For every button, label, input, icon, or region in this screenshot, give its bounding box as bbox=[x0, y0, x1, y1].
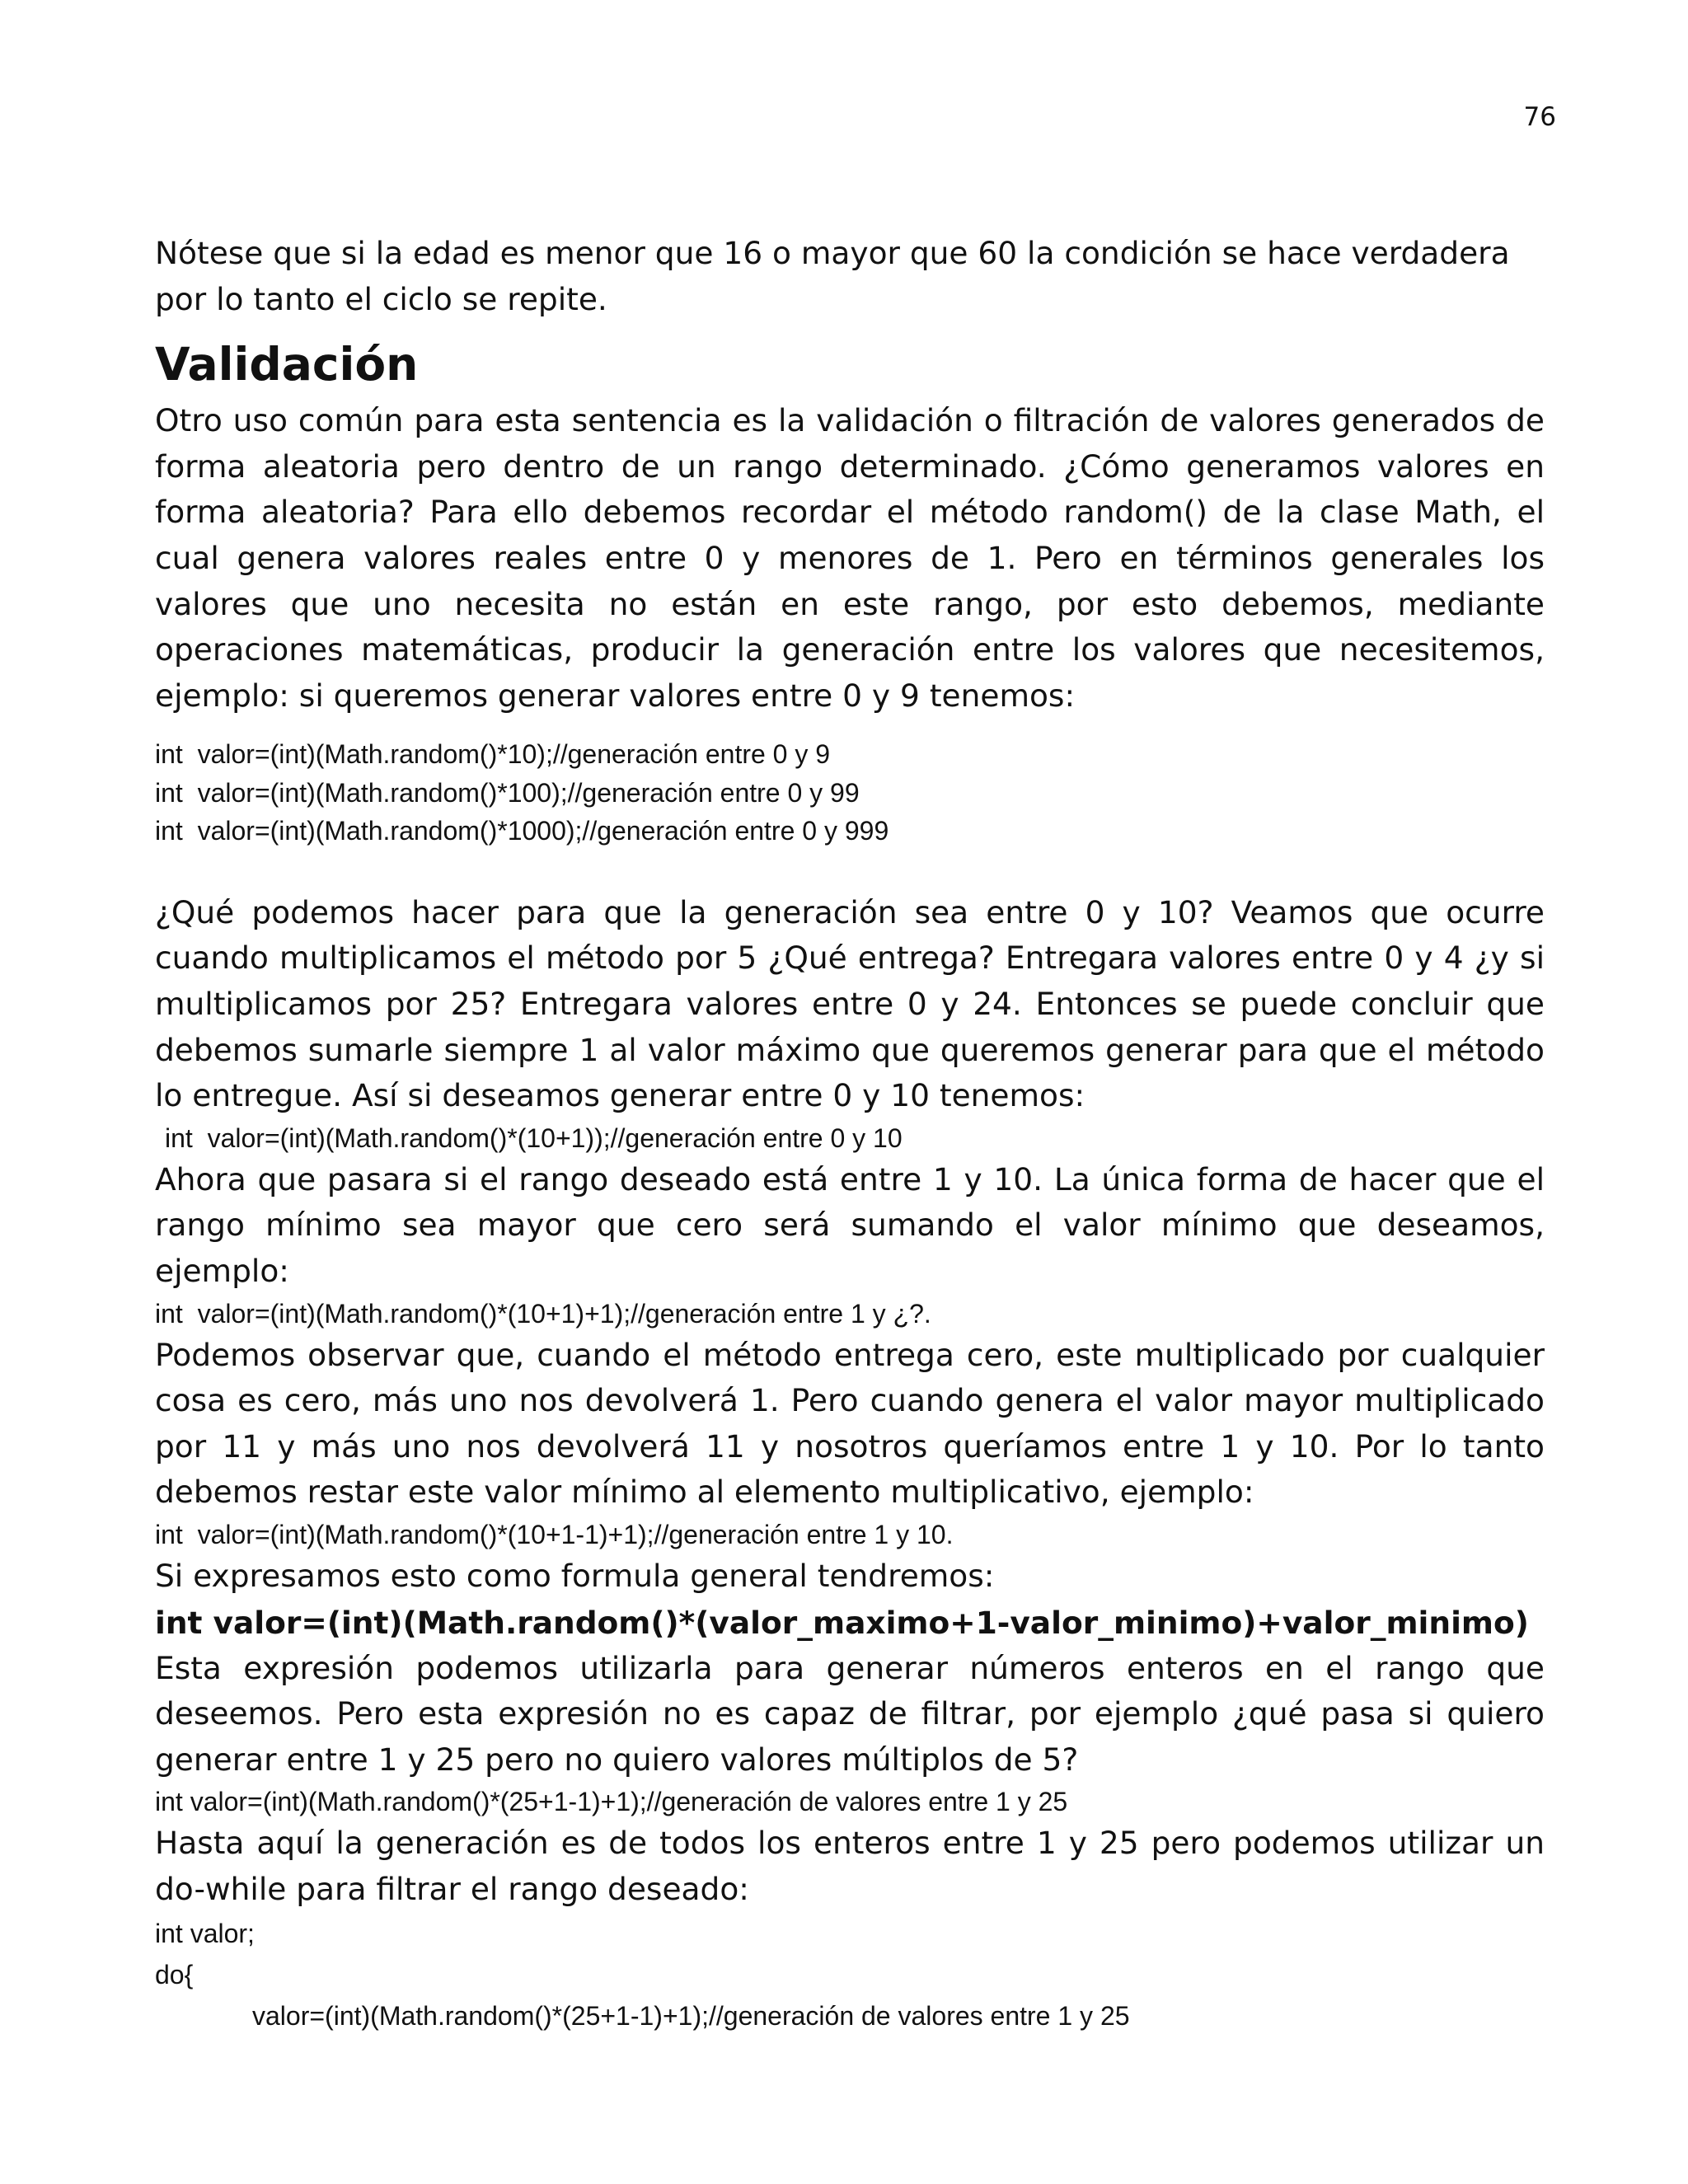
spacer bbox=[155, 851, 1545, 890]
page-number: 76 bbox=[1523, 102, 1556, 132]
code-line-1-10: int valor=(int)(Math.random()*(10+1-1)+1);//generación entre 1 y 10. bbox=[155, 1519, 954, 1549]
paragraph-subtract-minimum: Podemos observar que, cuando el método entrega cero, este multiplicado por cualquier cosa es cero, más uno nos devolverá 1. Pero cuando genera el valor mayor multiplicado por 11 y más uno nos devolverá 11 y nosotros queríamos entre 1 y 10. Por lo tanto debemos restar este valor mínimo al elemento multiplicativo, ejemplo: bbox=[155, 1336, 1545, 1511]
paragraph-general-formula-intro: Si expresamos esto como formula general tendremos: bbox=[155, 1557, 995, 1594]
code-line: valor=(int)(Math.random()*(25+1-1)+1);//generación de valores entre 1 y 25 bbox=[252, 2000, 1130, 2031]
code-line-1-unknown: int valor=(int)(Math.random()*(10+1)+1);//generación entre 1 y ¿?. bbox=[155, 1298, 931, 1329]
code-block-do-while bbox=[155, 1913, 1545, 2036]
code-line: int valor=(int)(Math.random()*1000);//generación entre 0 y 999 bbox=[155, 816, 889, 846]
paragraph-range-0-10: ¿Qué podemos hacer para que la generación sea entre 0 y 10? Veamos que ocurre cuando multiplicamos el método por 5 ¿Qué entrega? Entregara valores entre 0 y 4 ¿y si multiplicamos por 25? Entregara valores entre 0 y 24. Entonces se puede concluir que debemos sumarle siempre 1 al valor máximo que queremos generar para que el método lo entregue. Así si deseamos generar entre 0 y 10 tenemos: bbox=[155, 893, 1545, 1114]
intro-paragraph: Nótese que si la edad es menor que 16 o mayor que 60 la condición se hace verdadera por lo tanto el ciclo se repite. bbox=[155, 235, 1510, 317]
code-line: do{ bbox=[155, 1959, 194, 1990]
code-line: int valor=(int)(Math.random()*100);//generación entre 0 y 99 bbox=[155, 777, 860, 808]
paragraph-range-1-10: Ahora que pasara si el rango deseado está entre 1 y 10. La única forma de hacer que el rango mínimo sea mayor que cero será sumando el valor mínimo que deseamos, ejemplo: bbox=[155, 1160, 1545, 1289]
page-content bbox=[155, 231, 1545, 2036]
code-block-examples bbox=[155, 735, 1545, 851]
paragraph-do-while: Hasta aquí la generación es de todos los enteros entre 1 y 25 pero podemos utilizar un do-while para filtrar el rango deseado: bbox=[155, 1825, 1545, 1907]
code-line: int valor=(int)(Math.random()*10);//generación entre 0 y 9 bbox=[155, 739, 831, 770]
paragraph-random-intro: Otro uso común para esta sentencia es la validación o filtración de valores generados de forma aleatoria pero dentro de un rango determinado. ¿Cómo generamos valores en forma aleatoria? Para ello debemos recordar el método random() de la clase Math, el cual genera valores reales entre 0 y menores de 1. Pero en términos generales los valores que uno necesita no están en este rango, por esto debemos, mediante operaciones matemáticas, producir la generación entre los valores que necesitemos, ejemplo: si queremos generar valores entre 0 y 9 tenemos: bbox=[155, 402, 1545, 714]
code-line: int valor; bbox=[155, 1918, 255, 1948]
code-line-0-10: int valor=(int)(Math.random()*(10+1));//generación entre 0 y 10 bbox=[165, 1122, 903, 1153]
general-formula: int valor=(int)(Math.random()*(valor_maximo+1-valor_minimo)+valor_minimo) bbox=[155, 1604, 1529, 1641]
section-heading: Validación bbox=[155, 338, 419, 391]
code-line-1-25: int valor=(int)(Math.random()*(25+1-1)+1);//generación de valores entre 1 y 25 bbox=[155, 1787, 1068, 1817]
paragraph-filter-question: Esta expresión podemos utilizarla para generar números enteros en el rango que deseemos. Pero esta expresión no es capaz de filtrar, por ejemplo ¿qué pasa si quiero generar entre 1 y 25 pero no quiero valores múltiplos de 5? bbox=[155, 1649, 1545, 1778]
